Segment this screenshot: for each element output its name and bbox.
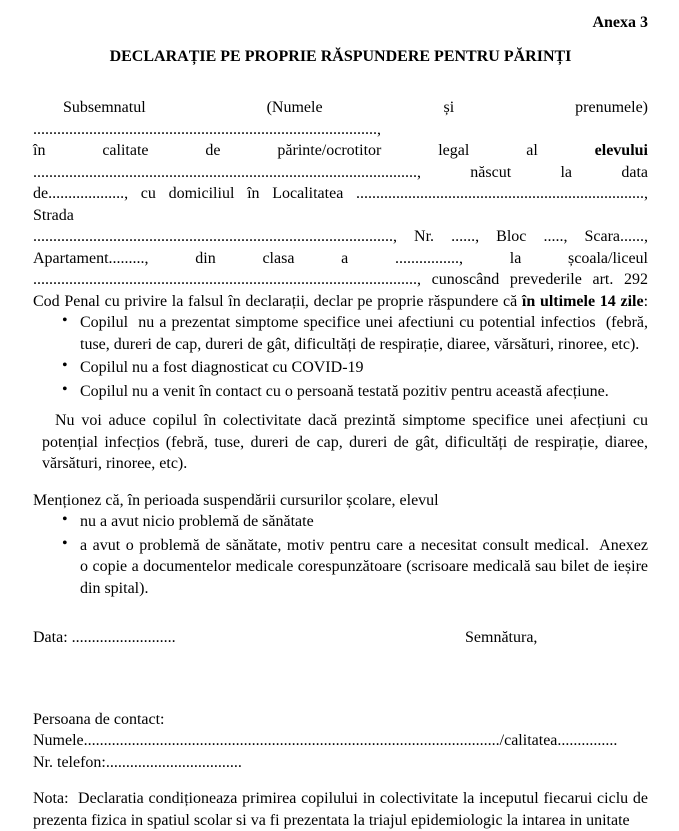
spacer (33, 475, 648, 490)
symptom-list-item-line: Copilul nu a prezentat simptome specifice unei afectiuni cu potential infectios (febră, (80, 312, 648, 334)
contact-name-line: Numele......................................................................................................../calitatea............... (33, 730, 648, 752)
intro-paragraph-line: de..................., cu domiciliul în Localitatea ........................................................................, Strada (33, 183, 648, 226)
symptom-list-item-text (80, 312, 648, 355)
intro-paragraph (33, 97, 648, 312)
symptom-list-item-text (80, 381, 648, 403)
intro-paragraph-line: în calitate de părinte/ocrotitor legal al elevului (33, 140, 648, 162)
health-list-item-text (80, 535, 648, 600)
symptom-list-item-text (80, 357, 648, 379)
health-list-item (33, 511, 648, 533)
note-paragraph-line: Nota: Declaratia condiționeaza primirea copilului in colectivitate la inceputul fiecarui ciclu de (33, 788, 648, 810)
commitment-paragraph-line: vărsături, rinoree, etc). (42, 453, 648, 475)
symptom-list-item (33, 312, 648, 355)
health-list-item-line: o copie a documentelor medicale corespunzătoare (scrisoare medicală sau bilet de ieșire (80, 556, 648, 578)
symptom-list-item-line: Copilul nu a venit în contact cu o persoană testată pozitiv pentru această afecțiune. (80, 381, 648, 403)
intro-paragraph-line: Subsemnatul (Numele și prenumele) ......................................................................................, (33, 97, 648, 140)
intro-paragraph-line: Apartament........., din clasa a ................, la școala/liceul (33, 248, 648, 270)
commitment-paragraph-line: Nu voi aduce copilul în colectivitate dacă prezintă simptome specifice unei afecțiuni cu (42, 410, 648, 432)
intro-paragraph-line: .........................................................................................., Nr. ......, Bloc ....., Scara......, (33, 226, 648, 248)
signature-label: Semnătura, (465, 627, 537, 649)
spacer (33, 649, 648, 709)
note-paragraph (33, 788, 648, 831)
health-list-item-line: din spital). (80, 578, 648, 600)
health-list-item-line: a avut o problemă de sănătate, motiv pentru care a necesitat consult medical. Anexez (80, 535, 648, 557)
date-signature-row: Data: .......................... Semnătura, (33, 627, 648, 649)
contact-phone-line: Nr. telefon:.................................. (33, 752, 648, 774)
annex-label: Anexa 3 (33, 12, 648, 34)
health-list-item-line: nu a avut nicio problemă de sănătate (80, 511, 648, 533)
intro-paragraph-line: ................................................................................................, cunoscând prevederile art. 292 (33, 269, 648, 291)
commitment-paragraph-line: potențial infecțios (febră, tuse, dureri de cap, dureri de gât, dificultăți de respirație, diaree, (42, 432, 648, 454)
doc-title: DECLARAȚIE PE PROPRIE RĂSPUNDERE PENTRU PĂRINȚI (33, 46, 648, 68)
bullet-icon: • (62, 381, 80, 403)
health-list-item (33, 535, 648, 600)
health-list-item-text (80, 511, 648, 533)
bullet-icon: • (62, 535, 80, 600)
bullet-icon: • (62, 511, 80, 533)
note-paragraph-line: prezenta fizica in spatiul scolar si va fi prezentata la triajul epidemiologic la intarea in unitate (33, 810, 648, 831)
intro-paragraph-line: ................................................................................................, născut la data (33, 162, 648, 184)
bullet-icon: • (62, 357, 80, 379)
mention-line: Menționez că, în perioada suspendării cursurilor școlare, elevul (33, 490, 648, 512)
symptom-list-item-line: tuse, dureri de cap, dureri de gât, dificultăți de respirație, diaree, vărsături, rinoree, etc). (80, 334, 648, 356)
contact-heading: Persoana de contact: (33, 709, 648, 731)
bullet-icon: • (62, 312, 80, 355)
symptom-list-item-line: Copilul nu a fost diagnosticat cu COVID-19 (80, 357, 648, 379)
intro-paragraph-line: Cod Penal cu privire la falsul în declarații, declar pe proprie răspundere că în ultimele 14 zile: (33, 291, 648, 313)
spacer (33, 773, 648, 788)
commitment-paragraph (42, 410, 648, 475)
symptom-list-item (33, 381, 648, 403)
document-body (33, 97, 648, 831)
symptom-list-item (33, 357, 648, 379)
spacer (33, 601, 648, 627)
